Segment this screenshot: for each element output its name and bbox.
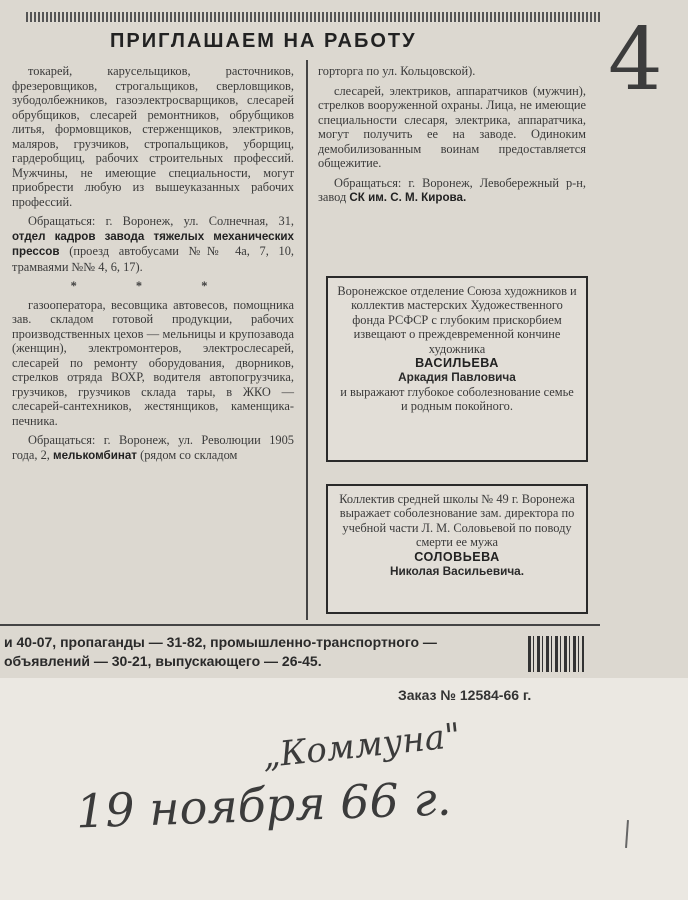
handwritten-newspaper-name: „Коммуна": [260, 715, 463, 777]
obituary-1-text: Воронежское отделение Союза художников и коллектив мастерских Художественного фонда РСФСР с глубоким прискорбием извещают о преждевременной кончине художника: [337, 284, 577, 356]
obituary-2-surname: СОЛОВЬЕВА: [414, 549, 500, 564]
footer-top-rule: [0, 624, 600, 626]
obituary-1-surname: ВАСИЛЬЕВА: [415, 356, 499, 371]
ad-right-contact: Обращаться: г. Воронеж, Левобережный р-н, завод СК им. С. М. Кирова.: [318, 175, 586, 204]
ad-right-body: слесарей, электриков, аппаратчиков (мужчин), стрелков вооруженной охраны. Лица, не имеющие специальности слесаря, электрика, аппаратчика, могут получить ее на заводе. Одиноким демобилизованным воинам предоставляется общежитие.: [318, 83, 586, 170]
order-number: Заказ № 12584-66 г.: [398, 687, 532, 703]
separator-stars: * * *: [70, 279, 236, 293]
barcode-mark: [528, 636, 584, 672]
obituary-1-given-names: Аркадия Павловича: [398, 370, 516, 385]
ad-right-continuation: горторга по ул. Кольцовской).: [318, 64, 476, 78]
ad-left-1-contact: Обращаться: г. Воронеж, ул. Солнечная, 31, отдел кадров завода тяжелых механических прессов (проезд автобусами №№ 4а, 7, 10, трамваями №№ 4, 6, 17).: [12, 214, 294, 274]
footer-line-2: объявлений — 30-21, выпускающего — 26-45.: [4, 653, 322, 669]
ad-left-2-contact: Обращаться: г. Воронеж, ул. Революции 1905 года, 2, мелькомбинат (рядом со складом: [12, 433, 294, 462]
handwritten-date: 19 ноября 66 г.: [75, 771, 453, 839]
obituary-2-text: Коллектив средней школы № 49 г. Воронежа выражает соболезнование зам. директора по учебной части Л. М. Соловьевой по поводу смерти ее мужа: [339, 492, 575, 550]
obituary-vasiliev: [326, 276, 588, 462]
ad-left-2-body: газооператора, весовщика автовесов, помощника зав. складом готовой продукции, рабочих производственных цехов — мельницы и крупозавода (женщин), электромонтеров, электрослесарей, слесарей по ремонту оборудования, дворников, стрелков отряда ВОХР, водителя автопогрузчика, грузчиков, грузчиков склада тары, в ЖКО — слесарей-сантехников, жестянщиков, каменщика-печника.: [12, 297, 294, 428]
column-divider: [306, 60, 308, 620]
headline: ПРИГЛАШАЕМ НА РАБОТУ: [110, 30, 417, 52]
left-column: [12, 64, 294, 468]
ad-left-1-body: токарей, карусельщиков, расточников, фрезеровщиков, строгальщиков, сверловщиков, зубодолбежников, газоэлектросварщиков, слесарей обрубщиков, слесарей ремонтников, обрубщиков литья, формовщиков, стерженщиков, электриков, маляров, грузчиков, стропальщиков, уборщиц, гардеробщиц, рабочих строительных профессий. Мужчины, не имеющие специальности, могут приобрести любую из вышеуказанных рабочих профессий.: [12, 64, 294, 209]
obituary-soloviev: [326, 484, 588, 614]
handwritten-page-number: 4: [608, 10, 663, 110]
obituary-1-closing: и выражают глубокое соболезнование семье и родным покойного.: [340, 384, 574, 414]
pencil-mark: [625, 820, 629, 848]
footer-line-1: и 40-07, пропаганды — 31-82, промышленно-транспортного —: [4, 634, 437, 650]
top-hatch-border: [26, 12, 602, 22]
right-column: [318, 64, 586, 211]
obituary-2-given-names: Николая Васильевича.: [389, 564, 525, 579]
